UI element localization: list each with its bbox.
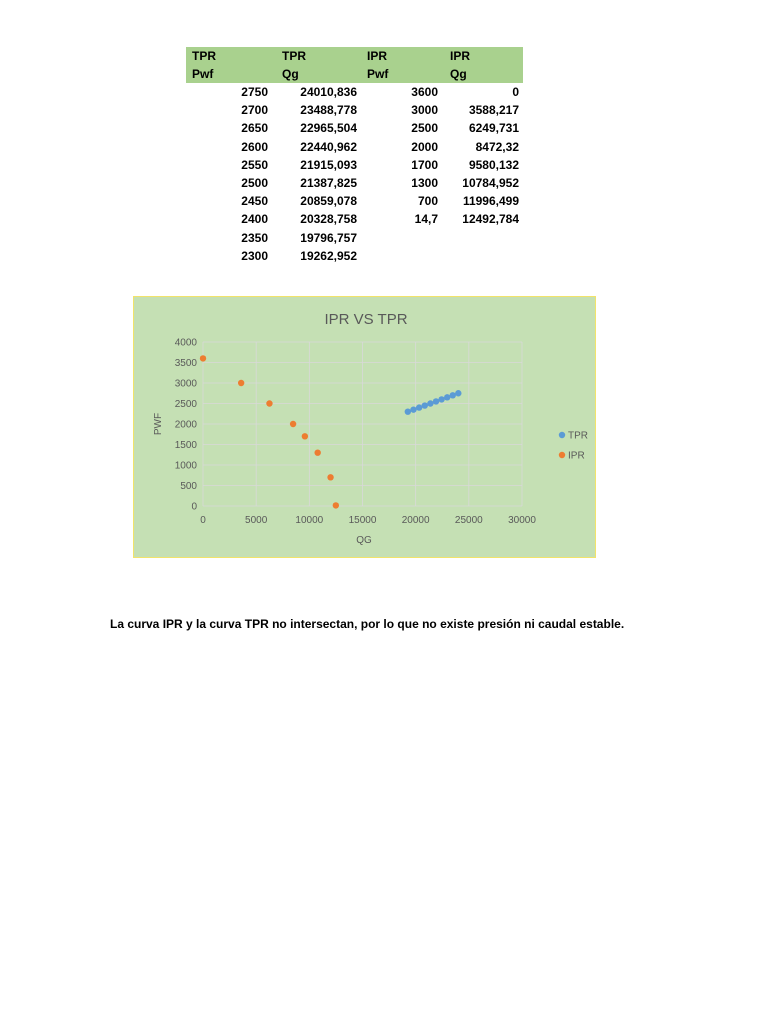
table-cell: 19262,952 [300,248,357,263]
table-row [186,156,523,174]
header-row-2 [186,65,523,83]
col-header-tpr-qg-line1: TPR [276,47,361,65]
x-tick-label: 20000 [401,515,430,526]
table-cell: 2400 [241,212,268,227]
y-tick-label: 2000 [174,419,197,431]
data-table [186,47,523,265]
table-cell: 11996,499 [462,194,519,209]
tpr-point [455,390,461,396]
table-cell: 20328,758 [300,212,357,227]
table-cell: 2650 [241,121,268,136]
table-cell: 6249,731 [468,121,519,136]
tpr-point [427,400,433,406]
tpr-point [438,396,444,402]
tpr-point [410,406,416,412]
table-cell: 3588,217 [468,103,519,118]
ipr-point [327,474,333,480]
y-tick-label: 3000 [174,378,197,390]
ipr-point [333,502,339,508]
table-row [186,174,523,192]
table-cell: 20859,078 [300,194,357,209]
table-cell: 1700 [411,157,438,172]
y-tick-label: 1500 [174,440,197,451]
col-header-tpr-pwf-line1: TPR [186,47,276,65]
table-row [186,119,523,137]
col-header-ipr-pwf-line1: IPR [361,47,444,65]
x-tick-label: 0 [200,515,206,526]
table-cell [361,247,444,265]
table-cell: 2000 [411,139,438,154]
x-tick-label: 25000 [454,515,483,526]
col-header-tpr-qg-line2: Qg [276,65,361,83]
ipr-point [238,380,244,386]
conclusion-text: La curva IPR y la curva TPR no intersectan, por lo que no existe presión ni caudal estable. [110,617,625,631]
table-cell: 2750 [241,85,268,100]
legend-label-tpr: TPR [568,430,588,442]
y-tick-label: 1000 [174,460,197,472]
table-cell [444,247,523,265]
table-row [186,101,523,119]
tpr-point [450,392,456,398]
y-tick-label: 500 [180,481,197,492]
table-cell: 2700 [241,103,268,118]
tpr-point [433,398,439,404]
table-row [186,210,523,228]
table-cell: 10784,952 [462,176,519,191]
y-tick-label: 4000 [174,337,197,349]
y-axis-label: PWF [153,412,164,436]
table-cell: 12492,784 [462,212,519,227]
table-cell: 2500 [241,176,268,191]
table-cell: 3000 [411,103,438,118]
x-axis-label: QG [356,535,372,546]
legend-label-ipr: IPR [568,450,585,462]
table-row [186,247,523,265]
y-tick-label: 0 [191,501,197,513]
table-cell: 14,7 [414,212,438,227]
table-cell: 1300 [411,176,438,191]
table-cell: 2600 [241,139,268,154]
y-tick-label: 3500 [174,358,197,369]
legend-marker-tpr [559,432,565,438]
chart-title: IPR VS TPR [324,311,408,328]
table-cell: 0 [512,85,519,100]
axis-ticks [175,338,537,527]
ipr-point [302,433,308,439]
ipr-point [290,421,296,427]
legend [559,431,588,462]
table-cell: 3600 [411,85,438,100]
table-cell: 9580,132 [468,157,519,172]
tpr-point [422,402,428,408]
table-cell: 21387,825 [300,176,357,191]
table-row [186,229,523,247]
tpr-point [405,409,411,415]
header-row-1 [186,47,523,65]
x-tick-label: 30000 [508,515,536,526]
col-header-ipr-qg-line2: Qg [444,65,523,83]
y-tick-label: 2500 [174,399,197,410]
table-cell: 2450 [241,194,268,209]
table-cell: 24010,836 [300,85,357,100]
table-cell: 2350 [241,230,268,245]
ipr-point [266,400,272,406]
grid-lines [203,342,522,506]
table-cell [444,229,523,247]
table-cell: 22965,504 [300,121,357,136]
table-cell: 2300 [241,248,268,263]
ipr-point [200,355,206,361]
x-tick-label: 10000 [295,515,324,526]
scatter-chart [134,297,595,557]
table-cell: 700 [417,194,438,209]
table-cell: 19796,757 [300,230,357,245]
col-header-ipr-pwf-line2: Pwf [361,65,444,83]
table-row [186,83,523,101]
table-row [186,138,523,156]
col-header-ipr-qg-line1: IPR [444,47,523,65]
table-cell: 23488,778 [300,103,357,118]
table-cell: 22440,962 [300,139,357,154]
ipr-point [314,450,320,456]
table-cell: 2500 [411,121,438,136]
table-cell: 21915,093 [300,157,357,172]
col-header-tpr-pwf-line2: Pwf [186,65,276,83]
table-row [186,192,523,210]
chart-container [133,296,596,558]
x-tick-label: 5000 [245,515,268,526]
table-cell [361,229,444,247]
table-cell: 8472,32 [475,139,519,154]
legend-marker-ipr [559,452,565,458]
x-tick-label: 15000 [348,515,377,526]
tpr-point [416,404,422,410]
tpr-point [444,394,450,400]
table-cell: 2550 [241,157,268,172]
